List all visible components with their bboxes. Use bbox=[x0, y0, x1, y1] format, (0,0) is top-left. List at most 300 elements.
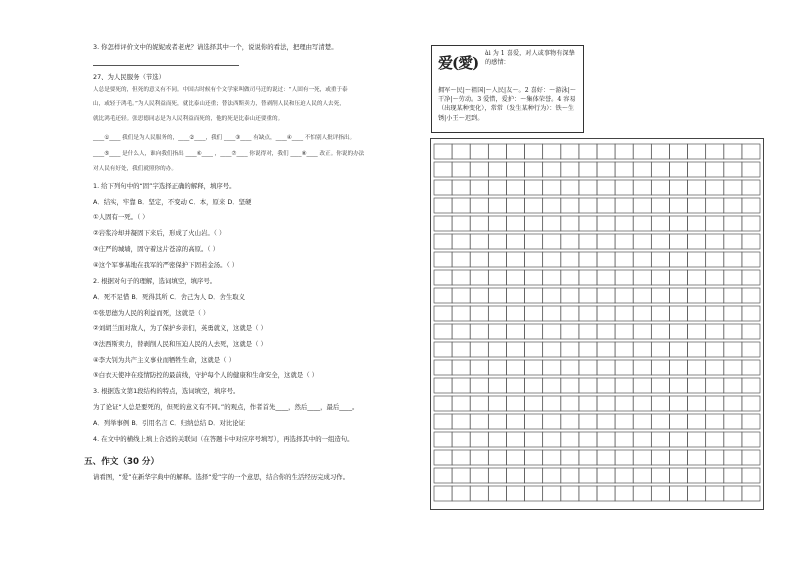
grid-cell bbox=[506, 198, 524, 213]
grid-cell bbox=[651, 486, 669, 501]
grid-cell bbox=[543, 360, 561, 375]
grid-cell bbox=[525, 180, 543, 195]
grid-cell bbox=[742, 432, 760, 447]
grid-cell bbox=[452, 162, 470, 177]
grid-cell bbox=[706, 216, 724, 231]
grid-cell bbox=[597, 306, 615, 321]
q2-options: A．死不足惜 B．死得其所 C．舍己为人 D．舍生取义 bbox=[93, 293, 246, 301]
grid-cell bbox=[506, 252, 524, 267]
grid-cell bbox=[434, 198, 452, 213]
question-27-title: 27、为人民服务（节选） bbox=[93, 73, 166, 81]
grid-cell bbox=[615, 342, 633, 357]
grid-cell bbox=[706, 342, 724, 357]
grid-cell bbox=[615, 216, 633, 231]
grid-cell bbox=[543, 144, 561, 159]
grid-cell bbox=[688, 144, 706, 159]
grid-cell bbox=[506, 234, 524, 249]
grid-cell bbox=[615, 360, 633, 375]
grid-cell bbox=[434, 486, 452, 501]
grid-cell bbox=[579, 324, 597, 339]
grid-cell bbox=[434, 252, 452, 267]
grid-cell bbox=[543, 324, 561, 339]
grid-cell bbox=[597, 432, 615, 447]
grid-cell bbox=[615, 144, 633, 159]
grid-cell bbox=[669, 342, 687, 357]
grid-cell bbox=[742, 342, 760, 357]
grid-cell bbox=[470, 396, 488, 411]
grid-cell bbox=[669, 468, 687, 483]
grid-cell bbox=[452, 468, 470, 483]
grid-cell bbox=[742, 450, 760, 465]
grid-cell bbox=[525, 378, 543, 393]
grid-cell bbox=[615, 234, 633, 249]
grid-cell bbox=[669, 288, 687, 303]
grid-cell bbox=[561, 252, 579, 267]
grid-cell bbox=[688, 162, 706, 177]
grid-cell bbox=[669, 234, 687, 249]
grid-cell bbox=[633, 216, 651, 231]
grid-cell bbox=[615, 162, 633, 177]
grid-cell bbox=[633, 270, 651, 285]
composition-prompt: 请看图，“爱”在新华字典中的解释。选择“爱”字的一个意思，结合你的生活经历完成习作。 bbox=[93, 473, 350, 481]
grid-cell bbox=[688, 414, 706, 429]
grid-cell bbox=[561, 360, 579, 375]
grid-cell bbox=[706, 468, 724, 483]
grid-cell bbox=[543, 216, 561, 231]
grid-cell bbox=[452, 270, 470, 285]
grid-cell bbox=[742, 378, 760, 393]
grid-cell bbox=[669, 414, 687, 429]
grid-cell bbox=[434, 468, 452, 483]
grid-cell bbox=[470, 414, 488, 429]
grid-cell bbox=[651, 252, 669, 267]
grid-cell bbox=[633, 450, 651, 465]
grid-cell bbox=[742, 216, 760, 231]
grid-cell bbox=[724, 198, 742, 213]
grid-cell bbox=[506, 180, 524, 195]
grid-cell bbox=[470, 180, 488, 195]
grid-cell bbox=[706, 234, 724, 249]
grid-cell bbox=[488, 324, 506, 339]
grid-cell bbox=[470, 360, 488, 375]
q3b-stem: 3. 根据选文第1段结构的特点，选词填空，填序号。 bbox=[93, 387, 240, 395]
grid-cell bbox=[561, 396, 579, 411]
grid-cell bbox=[434, 396, 452, 411]
grid-cell bbox=[434, 360, 452, 375]
grid-cell bbox=[742, 180, 760, 195]
grid-cell bbox=[434, 342, 452, 357]
grid-cell bbox=[742, 468, 760, 483]
grid-cell bbox=[706, 252, 724, 267]
grid-cell bbox=[597, 342, 615, 357]
grid-cell bbox=[470, 288, 488, 303]
grid-cell bbox=[615, 288, 633, 303]
grid-cell bbox=[651, 216, 669, 231]
grid-cell bbox=[706, 360, 724, 375]
grid-cell bbox=[579, 198, 597, 213]
grid-cell bbox=[543, 306, 561, 321]
grid-cell bbox=[633, 432, 651, 447]
grid-cell bbox=[488, 468, 506, 483]
grid-cell bbox=[488, 306, 506, 321]
grid-cell bbox=[506, 450, 524, 465]
dictionary-entry bbox=[431, 45, 584, 133]
grid-cell bbox=[669, 180, 687, 195]
grid-cell bbox=[543, 234, 561, 249]
grid-cell bbox=[525, 144, 543, 159]
grid-cell bbox=[525, 324, 543, 339]
grid-cell bbox=[506, 432, 524, 447]
grid-cell bbox=[579, 270, 597, 285]
grid-cell bbox=[525, 306, 543, 321]
q2-item-5: ⑤白衣天使冲在疫情防控的最前线，守护每个人的健康和生命安全，这就是（ ） bbox=[93, 371, 319, 379]
grid-cell bbox=[470, 486, 488, 501]
grid-cell bbox=[633, 324, 651, 339]
grid-cell bbox=[543, 378, 561, 393]
grid-cell bbox=[452, 450, 470, 465]
grid-cell bbox=[615, 252, 633, 267]
grid-cell bbox=[561, 162, 579, 177]
grid-cell bbox=[651, 432, 669, 447]
grid-cell bbox=[488, 234, 506, 249]
q2-item-1: ①张思德为人民的利益而死，这就是（ ） bbox=[93, 309, 210, 317]
grid-cell bbox=[561, 468, 579, 483]
grid-cell bbox=[688, 198, 706, 213]
grid-cell bbox=[579, 414, 597, 429]
grid-cell bbox=[579, 486, 597, 501]
grid-cell bbox=[470, 270, 488, 285]
grid-cell bbox=[506, 306, 524, 321]
grid-cell bbox=[651, 306, 669, 321]
grid-cell bbox=[434, 432, 452, 447]
grid-cell bbox=[742, 414, 760, 429]
grid-cell bbox=[452, 306, 470, 321]
grid-cell bbox=[706, 144, 724, 159]
grid-cell bbox=[615, 450, 633, 465]
grid-cell bbox=[452, 234, 470, 249]
grid-cell bbox=[633, 162, 651, 177]
grid-cell bbox=[706, 396, 724, 411]
grid-cell bbox=[470, 468, 488, 483]
grid-cell bbox=[724, 288, 742, 303]
grid-cell bbox=[470, 252, 488, 267]
grid-cell bbox=[561, 342, 579, 357]
grid-cell bbox=[561, 306, 579, 321]
grid-cell bbox=[669, 144, 687, 159]
grid-cell bbox=[561, 486, 579, 501]
grid-cell bbox=[651, 144, 669, 159]
q2-item-3: ③法西斯卖力，替剥削人民和压迫人民的人去死，这就是（ ） bbox=[93, 340, 267, 348]
grid-cell bbox=[506, 162, 524, 177]
grid-cell bbox=[579, 288, 597, 303]
grid-cell bbox=[669, 486, 687, 501]
grid-cell bbox=[506, 342, 524, 357]
grid-cell bbox=[615, 378, 633, 393]
grid-cell bbox=[615, 324, 633, 339]
grid-cell bbox=[615, 486, 633, 501]
grid-cell bbox=[615, 270, 633, 285]
grid-cell bbox=[488, 288, 506, 303]
grid-cell bbox=[688, 234, 706, 249]
cloze-line-1: ____①____ 我们是为人民服务的，____②____，我们 ____③____ 有缺点，____④____ 不怕别人批评指出。 bbox=[93, 135, 356, 141]
grid-cell bbox=[742, 162, 760, 177]
grid-cell bbox=[543, 396, 561, 411]
grid-cell bbox=[669, 198, 687, 213]
grid-cell bbox=[506, 468, 524, 483]
grid-cell bbox=[543, 486, 561, 501]
grid-cell bbox=[470, 162, 488, 177]
grid-cell bbox=[597, 288, 615, 303]
grid-cell bbox=[470, 144, 488, 159]
grid-cell bbox=[742, 306, 760, 321]
grid-cell bbox=[561, 414, 579, 429]
grid-cell bbox=[688, 396, 706, 411]
grid-cell bbox=[633, 396, 651, 411]
grid-cell bbox=[506, 396, 524, 411]
writing-grid-svg bbox=[431, 139, 763, 509]
grid-cell bbox=[525, 234, 543, 249]
q1-item-3: ③庄严的城墙，固守着这片苍凉的高原。（ ） bbox=[93, 245, 219, 253]
grid-cell bbox=[434, 324, 452, 339]
grid-cell bbox=[615, 414, 633, 429]
grid-cell bbox=[561, 288, 579, 303]
grid-cell bbox=[688, 378, 706, 393]
grid-cell bbox=[742, 144, 760, 159]
q1-item-2: ②岩浆冷却并凝固下来后，形成了火山岩。（ ） bbox=[93, 229, 226, 237]
grid-cell bbox=[488, 180, 506, 195]
grid-cell bbox=[470, 234, 488, 249]
grid-cell bbox=[688, 306, 706, 321]
grid-cell bbox=[597, 180, 615, 195]
grid-cell bbox=[470, 306, 488, 321]
grid-cell bbox=[579, 162, 597, 177]
grid-cell bbox=[452, 432, 470, 447]
grid-cell bbox=[651, 324, 669, 339]
grid-cell bbox=[488, 396, 506, 411]
grid-cell bbox=[724, 324, 742, 339]
grid-cell bbox=[579, 450, 597, 465]
grid-cell bbox=[434, 216, 452, 231]
grid-cell bbox=[452, 378, 470, 393]
grid-cell bbox=[434, 450, 452, 465]
grid-cell bbox=[651, 288, 669, 303]
grid-cell bbox=[470, 432, 488, 447]
grid-cell bbox=[525, 198, 543, 213]
grid-cell bbox=[706, 162, 724, 177]
q1-item-1: ①人固有一死。（ ） bbox=[93, 213, 149, 221]
q2-stem: 2. 根据对句子的理解，选词填空，填序号。 bbox=[93, 277, 217, 285]
grid-cell bbox=[579, 378, 597, 393]
grid-cell bbox=[470, 378, 488, 393]
grid-cell bbox=[452, 144, 470, 159]
grid-cell bbox=[724, 396, 742, 411]
grid-cell bbox=[724, 378, 742, 393]
grid-cell bbox=[543, 450, 561, 465]
q1-options: A．结实，牢靠 B．坚定，不变动 C．本，原来 D．坚硬 bbox=[93, 198, 252, 206]
grid-cell bbox=[434, 414, 452, 429]
cloze-line-3: 对人民有好处，我们就照你的办。 bbox=[93, 166, 177, 172]
grid-cell bbox=[669, 396, 687, 411]
grid-cell bbox=[452, 324, 470, 339]
grid-cell bbox=[597, 234, 615, 249]
grid-cell bbox=[688, 486, 706, 501]
grid-cell bbox=[651, 378, 669, 393]
dictionary-headword: 爱(愛) bbox=[438, 54, 479, 72]
q3b-blank-line: 为了论证“人总是要死的，但死的意义有不同。”的观点，作者首先____，然后____，最后____。 bbox=[93, 403, 359, 411]
grid-cell bbox=[525, 252, 543, 267]
grid-cell bbox=[434, 162, 452, 177]
grid-cell bbox=[543, 468, 561, 483]
grid-cell bbox=[597, 270, 615, 285]
grid-cell bbox=[543, 288, 561, 303]
grid-cell bbox=[724, 162, 742, 177]
grid-cell bbox=[669, 450, 687, 465]
grid-cell bbox=[688, 450, 706, 465]
grid-cell bbox=[633, 378, 651, 393]
grid-cell bbox=[543, 432, 561, 447]
grid-cell bbox=[688, 324, 706, 339]
grid-cell bbox=[597, 324, 615, 339]
grid-cell bbox=[561, 432, 579, 447]
grid-cell bbox=[724, 270, 742, 285]
grid-cell bbox=[434, 180, 452, 195]
grid-cell bbox=[651, 342, 669, 357]
grid-cell bbox=[452, 342, 470, 357]
grid-cell bbox=[651, 198, 669, 213]
grid-cell bbox=[669, 306, 687, 321]
grid-cell bbox=[470, 450, 488, 465]
grid-cell bbox=[434, 270, 452, 285]
grid-cell bbox=[706, 378, 724, 393]
grid-cell bbox=[452, 252, 470, 267]
grid-cell bbox=[633, 144, 651, 159]
grid-cell bbox=[470, 216, 488, 231]
grid-cell bbox=[651, 162, 669, 177]
grid-cell bbox=[525, 432, 543, 447]
grid-cell bbox=[742, 270, 760, 285]
grid-cell bbox=[706, 270, 724, 285]
grid-cell bbox=[579, 342, 597, 357]
grid-cell bbox=[543, 252, 561, 267]
grid-cell bbox=[615, 198, 633, 213]
grid-cell bbox=[688, 252, 706, 267]
grid-cell bbox=[742, 234, 760, 249]
grid-cell bbox=[597, 162, 615, 177]
grid-cell bbox=[615, 396, 633, 411]
grid-cell bbox=[452, 288, 470, 303]
grid-cell bbox=[724, 450, 742, 465]
grid-cell bbox=[543, 198, 561, 213]
grid-cell bbox=[434, 234, 452, 249]
q1-item-4: ④这个军事基地在我军的严密保护下固若金汤。（ ） bbox=[93, 261, 239, 269]
grid-cell bbox=[724, 486, 742, 501]
grid-cell bbox=[561, 234, 579, 249]
grid-cell bbox=[724, 414, 742, 429]
grid-cell bbox=[452, 180, 470, 195]
grid-cell bbox=[669, 324, 687, 339]
q1-stem: 1. 给下列句中的“固”字选择正确的解释，填序号。 bbox=[93, 182, 236, 190]
grid-cell bbox=[706, 414, 724, 429]
grid-cell bbox=[561, 270, 579, 285]
grid-cell bbox=[506, 144, 524, 159]
grid-cell bbox=[525, 396, 543, 411]
grid-cell bbox=[669, 378, 687, 393]
grid-cell bbox=[488, 144, 506, 159]
grid-cell bbox=[452, 360, 470, 375]
grid-cell bbox=[525, 414, 543, 429]
grid-cell bbox=[597, 468, 615, 483]
grid-cell bbox=[488, 252, 506, 267]
grid-cell bbox=[543, 162, 561, 177]
grid-cell bbox=[506, 216, 524, 231]
grid-cell bbox=[615, 468, 633, 483]
grid-cell bbox=[633, 306, 651, 321]
grid-cell bbox=[724, 144, 742, 159]
grid-cell bbox=[597, 216, 615, 231]
grid-cell bbox=[633, 288, 651, 303]
grid-cell bbox=[488, 342, 506, 357]
grid-cell bbox=[669, 216, 687, 231]
grid-cell bbox=[506, 486, 524, 501]
grid-cell bbox=[706, 288, 724, 303]
grid-cell bbox=[506, 324, 524, 339]
grid-cell bbox=[688, 360, 706, 375]
grid-cell bbox=[633, 180, 651, 195]
grid-cell bbox=[742, 360, 760, 375]
grid-cell bbox=[669, 162, 687, 177]
grid-cell bbox=[597, 252, 615, 267]
grid-cell bbox=[706, 306, 724, 321]
grid-cell bbox=[543, 270, 561, 285]
dictionary-definition: 拥军～民|～祖国|～人民|友～。2 喜好：～游泳|～干净|～劳动。3 爱惜，爱护：～集体荣誉。4 容易（出现某种变化），常常（发生某种行为）：铁～生锈|小王～迟到。 bbox=[438, 87, 576, 122]
grid-cell bbox=[651, 396, 669, 411]
grid-cell bbox=[543, 342, 561, 357]
grid-cell bbox=[506, 270, 524, 285]
grid-cell bbox=[561, 198, 579, 213]
grid-cell bbox=[724, 468, 742, 483]
q2-item-2: ②刘胡兰面对敌人，为了保护乡亲们，英勇就义，这就是（ ） bbox=[93, 324, 267, 332]
grid-cell bbox=[543, 180, 561, 195]
grid-cell bbox=[615, 306, 633, 321]
grid-cell bbox=[434, 288, 452, 303]
grid-cell bbox=[488, 450, 506, 465]
grid-cell bbox=[525, 360, 543, 375]
grid-cell bbox=[579, 360, 597, 375]
grid-cell bbox=[724, 306, 742, 321]
grid-cell bbox=[597, 198, 615, 213]
grid-cell bbox=[597, 378, 615, 393]
grid-cell bbox=[452, 486, 470, 501]
grid-cell bbox=[633, 414, 651, 429]
grid-cell bbox=[434, 378, 452, 393]
grid-cell bbox=[633, 198, 651, 213]
grid-cell bbox=[724, 216, 742, 231]
grid-cell bbox=[488, 270, 506, 285]
grid-cell bbox=[452, 414, 470, 429]
grid-cell bbox=[688, 468, 706, 483]
cloze-line-2: ____⑤____ 是什么人，谁向我们指出 ____⑥____ ，____⑦____ 你说得对，我们 ____⑧____ 改正。你说的办法 bbox=[93, 151, 365, 157]
grid-cell bbox=[669, 432, 687, 447]
grid-cell bbox=[706, 198, 724, 213]
grid-cell bbox=[688, 342, 706, 357]
passage-line-1: 人总是要死的，但死的意义有不同。中国古时候有个文学家叫做司马迁的说过：“人固有一死，或重于泰 bbox=[93, 87, 348, 93]
grid-cell bbox=[506, 360, 524, 375]
grid-cell bbox=[688, 270, 706, 285]
grid-cell bbox=[579, 432, 597, 447]
grid-cell bbox=[561, 144, 579, 159]
grid-cell bbox=[543, 414, 561, 429]
grid-cell bbox=[434, 306, 452, 321]
